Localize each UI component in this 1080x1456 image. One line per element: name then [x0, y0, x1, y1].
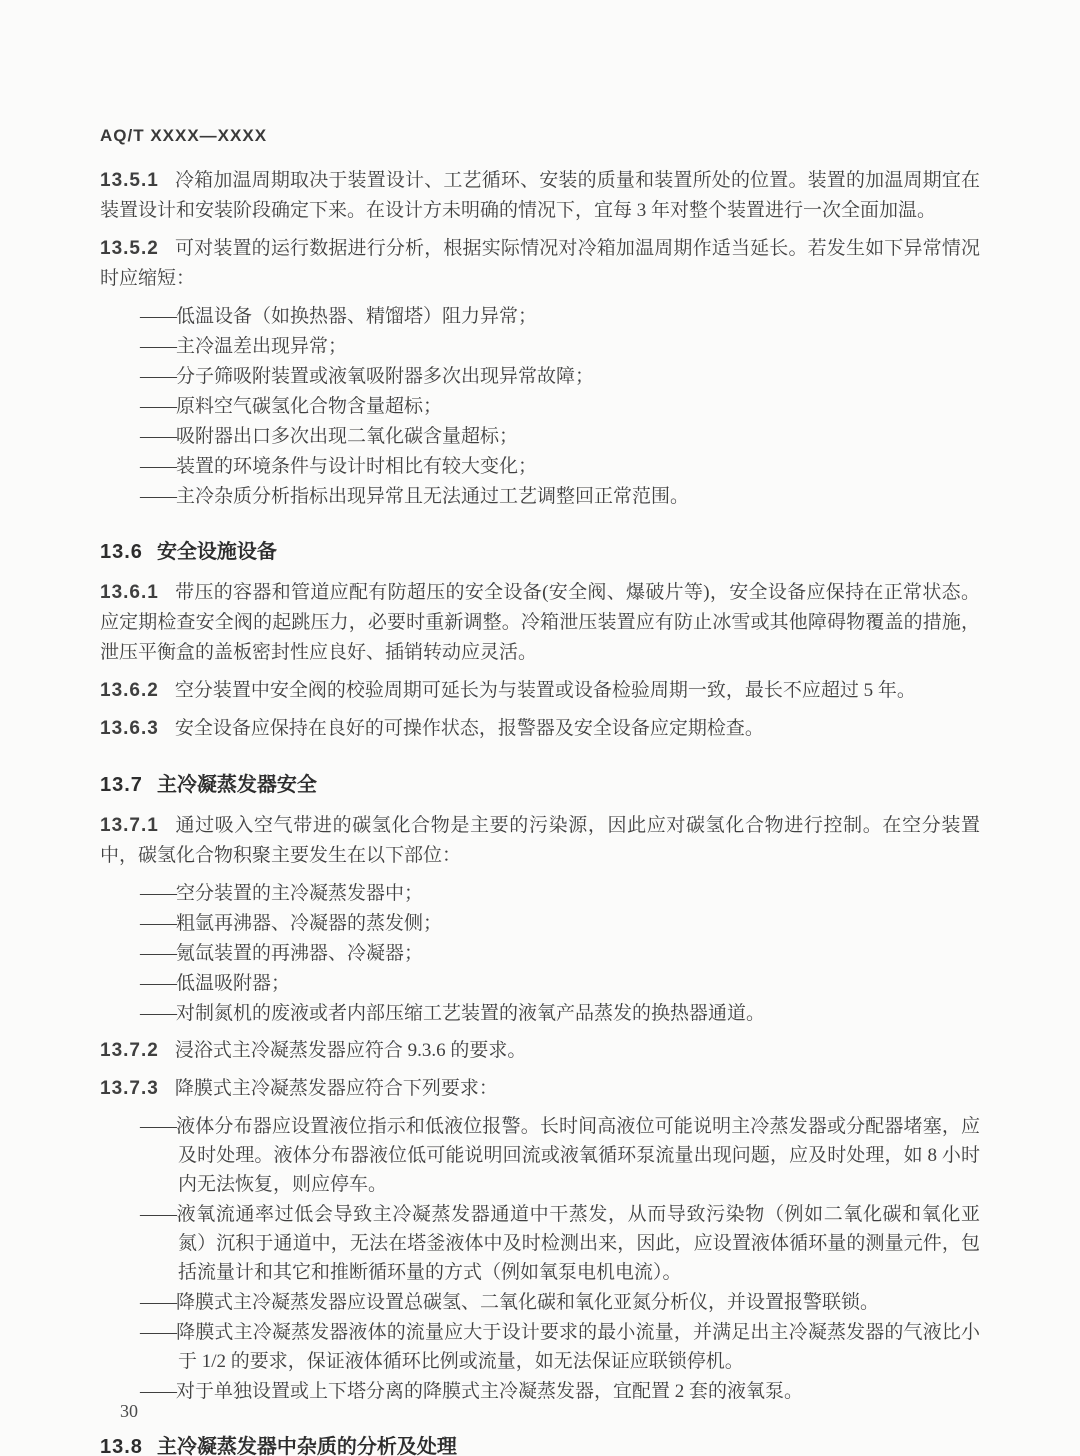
dash-item-text: 粗氩再沸器、冷凝器的蒸发侧； [176, 913, 443, 934]
dash-item-text: 液体分布器应设置液位指示和低液位报警。长时间高液位可能说明主冷蒸发器或分配器堵塞，应及时处理。液体分布器液位低可能说明回流或液氧循环泵流量出现问题，应及时处理，如 8 小时内无法恢复，则应停车。 [176, 1116, 980, 1195]
dash-marker: —— [140, 456, 176, 477]
dash-list-item [140, 362, 980, 391]
dash-list-item [140, 1377, 980, 1406]
dash-item-text: 吸附器出口多次出现二氧化碳含量超标； [176, 426, 519, 447]
dash-item-text: 低温吸附器； [176, 973, 291, 994]
clause-number: 13.5.1 [100, 170, 159, 191]
section-heading-number: 13.6 [100, 541, 143, 563]
dash-item-text: 主冷杂质分析指标出现异常且无法通过工艺调整回正常范围。 [176, 486, 690, 507]
dash-list-item [140, 939, 980, 968]
dash-list-item [140, 332, 980, 361]
clause-paragraph [100, 166, 980, 226]
dash-item-text: 降膜式主冷凝蒸发器液体的流量应大于设计要求的最小流量，并满足出主冷凝蒸发器的气液比小于 1/2 的要求，保证液体循环比例或流量，如无法保证应联锁停机。 [176, 1322, 980, 1372]
clause-number: 13.7.2 [100, 1040, 159, 1061]
clause-number: 13.7.1 [100, 815, 159, 836]
clause-paragraph [100, 1036, 980, 1066]
dash-item-text: 低温设备（如换热器、精馏塔）阻力异常； [176, 306, 538, 327]
dash-marker: —— [140, 973, 176, 994]
clause-paragraph [100, 714, 980, 744]
dash-marker: —— [140, 1322, 176, 1343]
clause-text: 空分装置中安全阀的校验周期可延长为与装置或设备检验周期一致，最长不应超过 5 年。 [174, 680, 916, 701]
dash-item-text: 装置的环境条件与设计时相比有较大变化； [176, 456, 538, 477]
clause-text: 通过吸入空气带进的碳氢化合物是主要的污染源，因此应对碳氢化合物进行控制。在空分装置中，碳氢化合物积聚主要发生在以下部位： [100, 815, 980, 866]
dash-list-item [140, 422, 980, 451]
dash-item-text: 原料空气碳氢化合物含量超标； [176, 396, 443, 417]
dash-list-item [140, 1288, 980, 1317]
dash-marker: —— [140, 913, 176, 934]
dash-list [100, 302, 980, 511]
clause-text: 降膜式主冷凝蒸发器应符合下列要求： [174, 1078, 498, 1099]
section-heading [100, 1430, 980, 1456]
dash-item-text: 分子筛吸附装置或液氧吸附器多次出现异常故障； [176, 366, 595, 387]
dash-marker: —— [140, 336, 176, 357]
clause-paragraph [100, 811, 980, 871]
dash-item-text: 液氧流通率过低会导致主冷凝蒸发器通道中干蒸发，从而导致污染物（例如二氧化碳和氧化亚氮）沉积于通道中，无法在塔釜液体中及时检测出来，因此，应设置液体循环量的测量元件，包括流量计和其它和推断循环量的方式（例如氧泵电机电流）。 [176, 1204, 980, 1283]
dash-list-item [140, 452, 980, 481]
document-content [100, 166, 980, 1456]
dash-marker: —— [140, 486, 176, 507]
section-heading-number: 13.8 [100, 1436, 143, 1456]
clause-text: 可对装置的运行数据进行分析，根据实际情况对冷箱加温周期作适当延长。若发生如下异常情况时应缩短： [100, 238, 980, 289]
dash-marker: —— [140, 1204, 176, 1225]
section-heading-text: 主冷凝蒸发器中杂质的分析及处理 [156, 1436, 457, 1456]
dash-list-item [140, 999, 980, 1028]
dash-item-text: 降膜式主冷凝蒸发器应设置总碳氢、二氧化碳和氧化亚氮分析仪，并设置报警联锁。 [176, 1292, 880, 1313]
dash-marker: —— [140, 366, 176, 387]
section-heading [100, 535, 980, 564]
dash-list-item [140, 1200, 980, 1287]
clause-number: 13.6.3 [100, 718, 159, 739]
dash-marker: —— [140, 1003, 176, 1024]
clause-paragraph [100, 1074, 980, 1104]
dash-marker: —— [140, 306, 176, 327]
section-heading-number: 13.7 [100, 774, 143, 796]
clause-number: 13.7.3 [100, 1078, 159, 1099]
dash-item-text: 空分装置的主冷凝蒸发器中； [176, 883, 424, 904]
document-header-code: AQ/T XXXX—XXXX [100, 126, 268, 145]
clause-paragraph [100, 234, 980, 294]
dash-item-text: 主冷温差出现异常； [176, 336, 348, 357]
dash-list [100, 879, 980, 1028]
clause-number: 13.6.2 [100, 680, 159, 701]
section-heading-text: 安全设施设备 [156, 541, 277, 563]
page-number: 30 [120, 1401, 138, 1421]
clause-text: 安全设备应保持在良好的可操作状态，报警器及安全设备应定期检查。 [174, 718, 764, 739]
clause-paragraph [100, 578, 980, 668]
dash-marker: —— [140, 943, 176, 964]
dash-list-item [140, 1112, 980, 1199]
dash-list-item [140, 392, 980, 421]
dash-item-text: 氪氙装置的再沸器、冷凝器； [176, 943, 424, 964]
dash-marker: —— [140, 1381, 176, 1402]
dash-marker: —— [140, 1116, 176, 1137]
clause-text: 浸浴式主冷凝蒸发器应符合 9.3.6 的要求。 [174, 1040, 527, 1061]
section-heading-text: 主冷凝蒸发器安全 [156, 774, 317, 796]
dash-item-text: 对于单独设置或上下塔分离的降膜式主冷凝蒸发器，宜配置 2 套的液氧泵。 [176, 1381, 804, 1402]
dash-list-item [140, 302, 980, 331]
dash-item-text: 对制氮机的废液或者内部压缩工艺装置的液氧产品蒸发的换热器通道。 [176, 1003, 766, 1024]
clause-number: 13.6.1 [100, 582, 159, 603]
dash-list-item [140, 909, 980, 938]
dash-list [100, 1112, 980, 1406]
dash-list-item [140, 879, 980, 908]
clause-paragraph [100, 676, 980, 706]
dash-list-item [140, 482, 980, 511]
section-heading [100, 768, 980, 797]
dash-marker: —— [140, 396, 176, 417]
clause-text: 带压的容器和管道应配有防超压的安全设备(安全阀、爆破片等)，安全设备应保持在正常状态。应定期检查安全阀的起跳压力，必要时重新调整。冷箱泄压装置应有防止冰雪或其他障碍物覆盖的措施，泄压平衡盒的盖板密封性应良好、插销转动应灵活。 [100, 582, 980, 663]
dash-list-item [140, 969, 980, 998]
dash-marker: —— [140, 883, 176, 904]
clause-number: 13.5.2 [100, 238, 159, 259]
clause-text: 冷箱加温周期取决于装置设计、工艺循环、安装的质量和装置所处的位置。装置的加温周期宜在装置设计和安装阶段确定下来。在设计方未明确的情况下，宜每 3 年对整个装置进行一次全面加温。 [100, 170, 980, 221]
dash-marker: —— [140, 426, 176, 447]
dash-marker: —— [140, 1292, 176, 1313]
dash-list-item [140, 1318, 980, 1376]
